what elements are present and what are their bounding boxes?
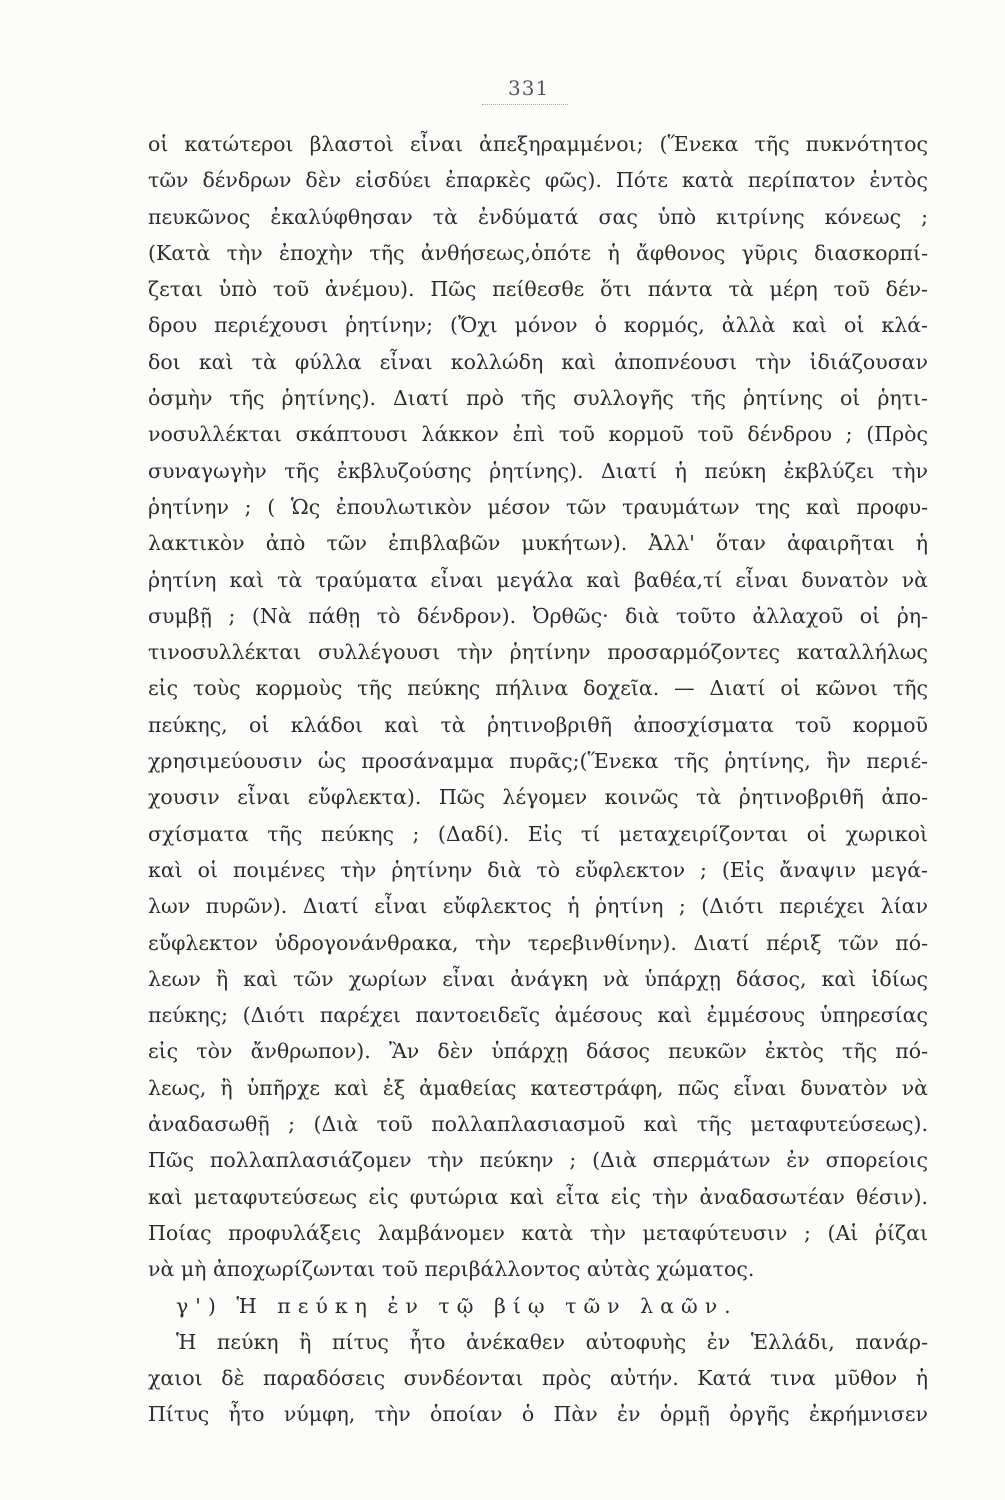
text-line: τῶν δένδρων δὲν εἰσδύει ἐπαρκὲς φῶς). Πότε κατὰ περίπατον ἐντὸς [148,168,928,193]
page-number: 331 [508,76,550,100]
page-number-rule [482,104,568,105]
text-line: Ποίας προφυλάξεις λαμβάνομεν κατὰ τὴν μεταφύτευσιν ; (Αἱ ῥίζαι [148,1220,928,1245]
text-line: ῥητίνη καὶ τὰ τραύματα εἶναι μεγάλα καὶ βαθέα,τί εἶναι δυνατὸν νὰ [148,567,928,592]
body-text [148,126,928,1433]
text-line: ὀσμὴν τῆς ῥητίνης). Διατί πρὸ τῆς συλλογῆς τῆς ῥητίνης οἱ ῥητι- [148,386,928,411]
text-line: λακτικὸν ἀπὸ τῶν ἐπιβλαβῶν μυκήτων). Ἀλλ' ὅταν ἀφαιρῆται ἡ [148,531,928,556]
text-line: δρου περιέχουσι ῥητίνην; (Ὄχι μόνον ὁ κορμός, ἀλλὰ καὶ οἱ κλά- [148,313,928,338]
text-line: λεως, ἢ ὑπῆρχε καὶ ἐξ ἀμαθείας κατεστράφη, πῶς εἶναι δυνατὸν νὰ [148,1075,928,1100]
text-line: ῥητίνην ; ( Ὡς ἐπουλωτικὸν μέσον τῶν τραυμάτων της καὶ προφυ- [148,494,928,519]
text-line: πεύκης, οἱ κλάδοι καὶ τὰ ῥητινοβριθῆ ἀποσχίσματα τοῦ κορμοῦ [148,712,928,737]
text-line: συμβῇ ; (Νὰ πάθῃ τὸ δένδρον). Ὀρθῶς· διὰ τοῦτο ἀλλαχοῦ οἱ ῥη- [148,603,928,628]
text-line: χουσιν εἶναι εὔφλεκτα). Πῶς λέγομεν κοινῶς τὰ ῥητινοβριθῆ ἀπο- [148,785,928,810]
text-line: ἀναδασωθῇ ; (Διὰ τοῦ πολλαπλασιασμοῦ καὶ τῆς μεταφυτεύσεως). [148,1112,928,1137]
text-line: καὶ μεταφυτεύσεως εἰς φυτώρια καὶ εἶτα εἰς τὴν ἀναδασωτέαν θέσιν). [148,1184,928,1209]
text-line: χαιοι δὲ παραδόσεις συνδέονται πρὸς αὐτήν. Κατά τινα μῦθον ἡ [148,1366,928,1391]
text-line: εἰς τοὺς κορμοὺς τῆς πεύκης πήλινα δοχεῖα. — Διατί οἱ κῶνοι τῆς [148,676,928,701]
text-line: λεων ἢ καὶ τῶν χωρίων εἶναι ἀνάγκη νὰ ὑπάρχῃ δάσος, καὶ ἰδίως [148,966,928,991]
text-line: εἰς τὸν ἄνθρωπον). Ἂν δὲν ὑπάρχῃ δάσος πευκῶν ἐκτὸς τῆς πό- [148,1039,928,1064]
text-line: Πῶς πολλαπλασιάζομεν τὴν πεύκην ; (Διὰ σπερμάτων ἐν σπορείοις [148,1148,928,1173]
text-line: σχίσματα τῆς πεύκης ; (Δαδί). Εἰς τί μεταχειρίζονται οἱ χωρικοὶ [148,821,928,846]
text-line: πευκῶνος ἐκαλύφθησαν τὰ ἐνδύματά σας ὑπὸ κιτρίνης κόνεως ; [148,204,928,229]
text-line: νοσυλλέκται σκάπτουσι λάκκον ἐπὶ τοῦ κορμοῦ τοῦ δένδρου ; (Πρὸς [148,422,928,447]
text-line: καὶ οἱ ποιμένες τὴν ῥητίνην διὰ τὸ εὔφλεκτον ; (Εἰς ἄναψιν μεγά- [148,857,928,882]
text-line: χρησιμεύουσιν ὡς προσάναμμα πυρᾶς;(Ἕνεκα τῆς ῥητίνης, ἣν περιέ- [148,749,928,774]
text-line: εὔφλεκτον ὑδρογονάνθρακα, τὴν τερεβινθίνην). Διατί πέριξ τῶν πό- [148,930,928,955]
text-line: λων πυρῶν). Διατί εἶναι εὔφλεκτος ἡ ῥητίνη ; (Διότι περιέχει λίαν [148,894,928,919]
text-line: ζεται ὑπὸ τοῦ ἀνέμου). Πῶς πείθεσθε ὅτι πάντα τὰ μέρη τοῦ δέν- [148,277,928,302]
text-line: πεύκης; (Διότι παρέχει παντοειδεῖς ἀμέσους καὶ ἐμμέσους ὑπηρεσίας [148,1003,928,1028]
text-line: τινοσυλλέκται συλλέγουσι τὴν ῥητίνην προσαρμόζοντες καταλλήλως [148,640,928,665]
text-line: δοι καὶ τὰ φύλλα εἶναι κολλώδη καὶ ἀποπνέουσι τὴν ἰδιάζουσαν [148,349,928,374]
text-line: νὰ μὴ ἀποχωρίζωνται τοῦ περιβάλλοντος αὐτὰς χώματος. [148,1257,755,1282]
text-line: συναγωγὴν τῆς ἐκβλυζούσης ῥητίνης). Διατί ἡ πεύκη ἐκβλύζει τὴν [148,458,928,483]
text-line: Ἡ πεύκη ἢ πίτυς ἦτο ἀνέκαθεν αὐτοφυὴς ἐν Ἑλλάδι, πανάρ- [176,1329,928,1354]
text-line: Πίτυς ἦτο νύμφη, τὴν ὁποίαν ὁ Πὰν ἐν ὁρμῇ ὀργῆς ἐκρήμνισεν [148,1402,928,1427]
section-heading: γ') Ἡ πεύκη ἐν τῷ βίῳ τῶν λαῶν. [176,1293,738,1318]
text-line: (Κατὰ τὴν ἐποχὴν τῆς ἀνθήσεως,ὁπότε ἡ ἄφθονος γῦρις διασκορπί- [148,240,928,265]
text-line: οἱ κατώτεροι βλαστοὶ εἶναι ἀπεξηραμμένοι; (Ἕνεκα τῆς πυκνότητος [148,132,928,156]
